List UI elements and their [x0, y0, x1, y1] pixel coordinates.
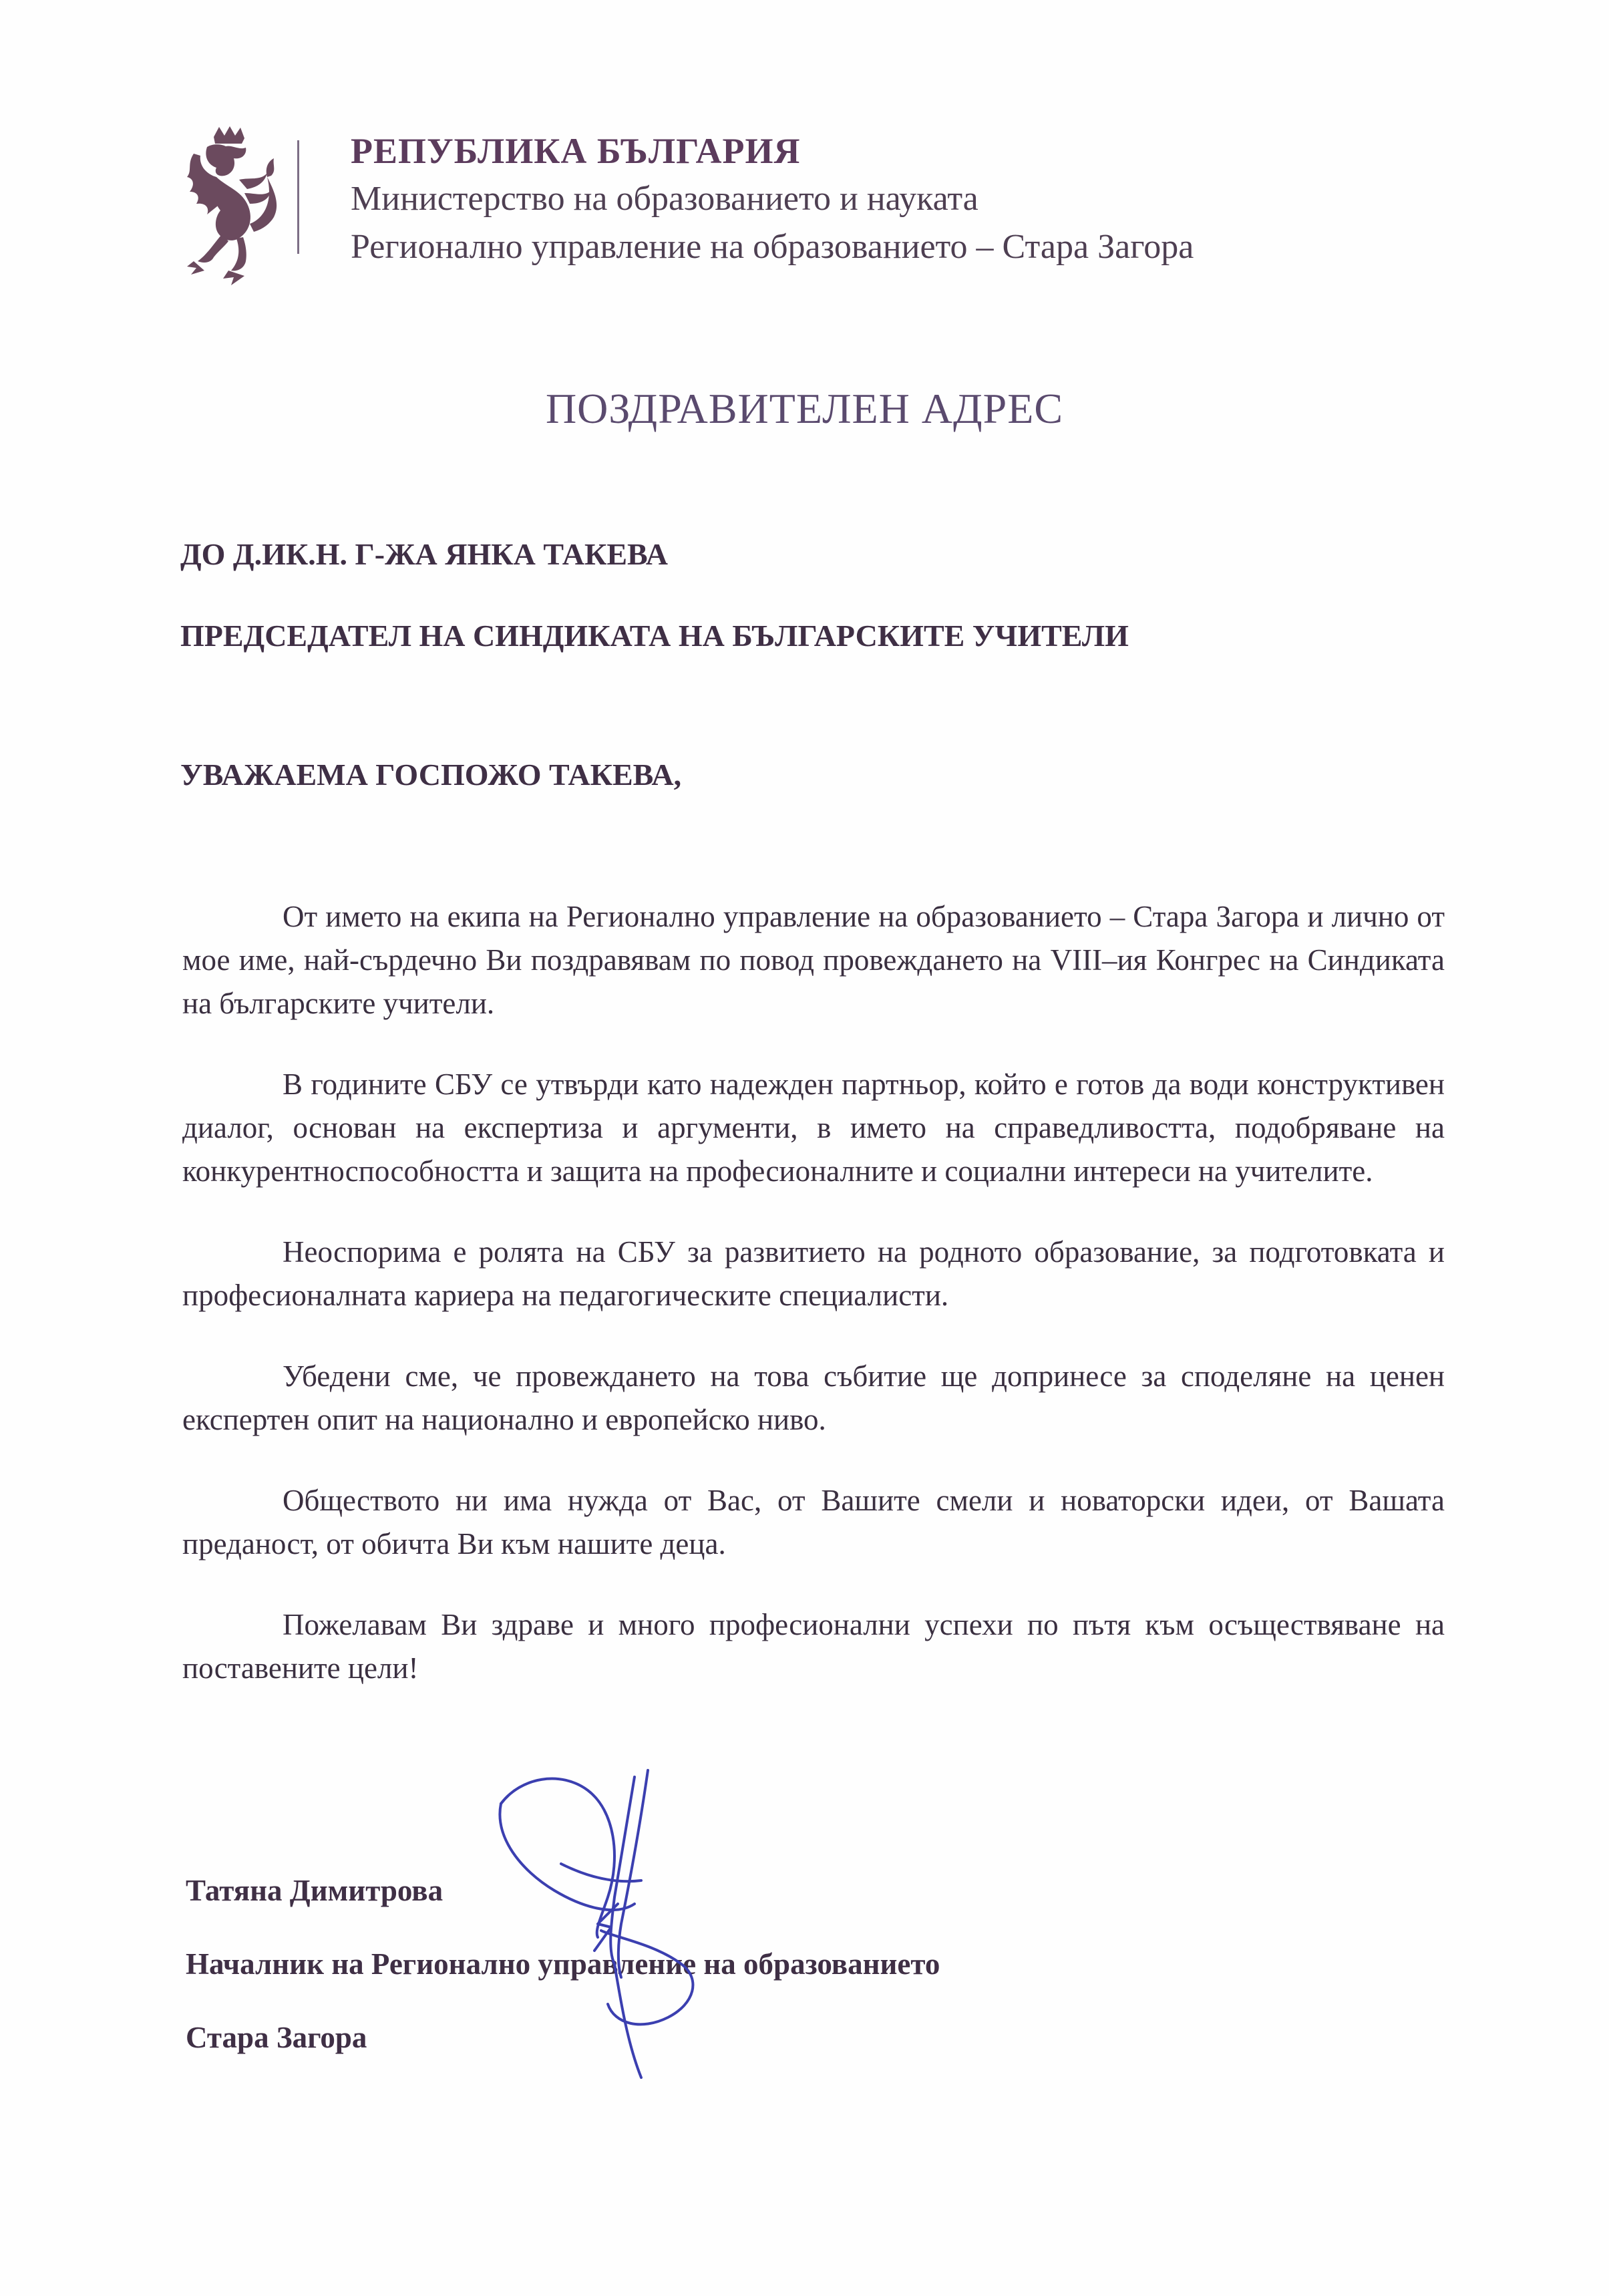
country-name: РЕПУБЛИКА БЪЛГАРИЯ [351, 131, 801, 171]
handwritten-signature-icon [481, 1764, 761, 2111]
body-paragraph: Обществото ни има нужда от Вас, от Вашите смели и новаторски идеи, от Вашата преданост, от обичта Ви към нашите деца. [182, 1484, 1445, 1561]
recipient-title: ПРЕДСЕДАТЕЛ НА СИНДИКАТА НА БЪЛГАРСКИТЕ УЧИТЕЛИ [180, 619, 1129, 653]
body-paragraph: Пожелавам Ви здраве и много професионални успехи по пътя към осъществяване на поставените цели! [182, 1608, 1445, 1685]
body-paragraph: Неоспорима е ролята на СБУ за развитието на родното образование, за подготовката и професионалната кариера на педагогическите специалисти. [182, 1235, 1445, 1312]
document-title: ПОЗДРАВИТЕЛЕН АДРЕС [545, 385, 1064, 432]
recipient-block [180, 534, 1449, 697]
ministry-name: Министерство на образованието и науката [351, 180, 978, 218]
salutation: УВАЖАЕМА ГОСПОЖО ТАКЕВА, [180, 758, 682, 792]
header-divider [297, 140, 299, 254]
body-paragraph: От името на екипа на Регионално управление на образованието – Стара Загора и лично от мое име, най-сърдечно Ви поздравявам по повод провеждането на VIII–ия Конгрес на Синдиката на българските учители. [182, 900, 1445, 1020]
signatory-name: Татяна Димитрова [186, 1874, 443, 1907]
coat-of-arms-icon [167, 124, 294, 291]
signatory-position: Началник на Регионално управление на образованието [186, 1947, 940, 1981]
body-paragraph: В годините СБУ се утвърди като надежден партньор, който е готов да води конструктивен диалог, основан на експертиза и аргументи, в името на справедливостта, подобряване на конкурентноспособността и защита на професионалните и социални интереси на учителите. [182, 1068, 1445, 1188]
header-text [351, 127, 1486, 271]
letter-body [182, 895, 1445, 1728]
signatory-city: Стара Загора [186, 2021, 367, 2054]
body-paragraph: Убедени сме, че провеждането на това събитие ще допринесе за споделяне на ценен експертен опит на национално и европейско ниво. [182, 1359, 1445, 1436]
regional-office-name: Регионално управление на образованието – Стара Загора [351, 228, 1194, 266]
letterhead [167, 114, 1436, 294]
recipient-name: ДО Д.ИК.Н. Г-ЖА ЯНКА ТАКЕВА [180, 537, 669, 571]
